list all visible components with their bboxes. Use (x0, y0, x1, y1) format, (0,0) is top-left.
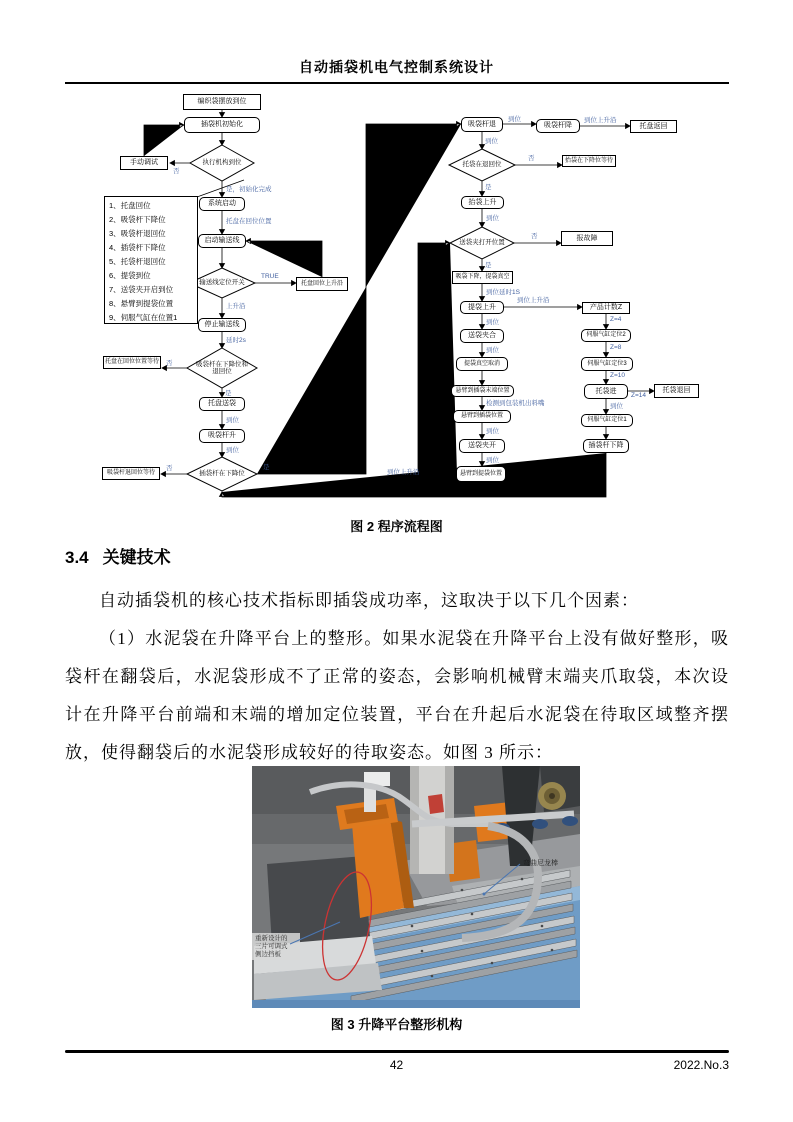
edge-label-no: 否 (531, 233, 538, 240)
edge-label-yes: 是 (225, 390, 232, 397)
edge-label-arrive: 到位 (226, 447, 239, 454)
edge-label-z10: Z=10 (610, 372, 625, 379)
issue-label: 2022.No.3 (673, 1058, 729, 1072)
edge-label-yes: 是 (263, 464, 270, 471)
section-title: 关键技术 (102, 548, 171, 567)
flow-node-tray-wait: 托盘在回位位置等待 (103, 356, 161, 369)
paragraph-factor1: （1）水泥袋在升降平台上的整形。如果水泥袋在升降平台上没有做好整形，吸袋杆在翻袋后，水泥袋形成不了正常的姿态，会影响机械臂末端夹爪取袋，本次设计在升降平台前端和末端的增加定位装置，平台在升起后水泥袋在待取区域整齐摆放，使得翻袋后的水泥袋形成较好的待取姿态。如图 3 所示： (65, 629, 729, 762)
flow-node-suction-back: 吸袋杆退 (461, 117, 503, 132)
flow-node-conveyor-stop: 停止输送线 (198, 318, 246, 332)
flow-node-arm-end: 悬臂到插袋末端位置 (451, 385, 514, 397)
edge-label-yes: 是 (485, 262, 492, 269)
flow-node-servo3: 伺服气缸定位3 (581, 357, 633, 371)
page-header-title: 自动插袋机电气控制系统设计 (299, 61, 494, 76)
flow-node-clamp-open: 送袋夹开 (459, 439, 505, 453)
decision-label: 输送线定位开关 (199, 279, 245, 287)
edge-label-arrive-rise: 到位上升沿 (387, 469, 420, 476)
decision-label: 托袋在退回位 (462, 161, 502, 169)
section-number: 3.4 (65, 548, 89, 567)
edge-label-yes: 是 (485, 184, 492, 191)
flow-node-suction-vacuum: 吸袋下降，提袋真空 (452, 271, 513, 284)
edge-label-delay2s: 延时2s (226, 337, 246, 344)
list-item: 3、吸袋杆退回位 (109, 229, 166, 238)
edge-label-arrive-delay: 到位延时1S (486, 289, 520, 296)
decision-label-line1: 吸袋杆在下降位和 (196, 360, 248, 368)
flow-node-bag-ready: 编织袋摆放到位 (183, 94, 261, 110)
list-item: 2、吸袋杆下降位 (109, 215, 166, 224)
list-item: 6、提袋到位 (109, 271, 151, 280)
list-item: 5、托袋杆退回位 (109, 257, 166, 266)
edge-label-arrive: 到位 (610, 403, 623, 410)
annotation-baffle-line3: 侧边挡板 (255, 951, 281, 958)
gold-wheel (538, 782, 566, 810)
list-item: 7、送袋夹开启到位 (109, 285, 174, 294)
edge-label-arrive: 到位 (226, 417, 239, 424)
edge-label-arrive-rise: 到位上升沿 (584, 117, 617, 124)
edge-label-rise: 上升沿 (226, 303, 246, 310)
edge-label-z14: Z=14 (631, 392, 646, 399)
flow-node-product-count: 产品计数Z (582, 302, 630, 314)
section-heading (65, 543, 171, 568)
flow-node-suction-up: 吸袋杆升 (199, 429, 245, 443)
flow-node-fault: 报故障 (561, 231, 613, 246)
paragraph-intro: 自动插袋机的核心技术指标即插袋成功率，这取决于以下几个因素： (99, 591, 639, 610)
left-fixture-block (267, 856, 370, 946)
header-rule (65, 82, 729, 84)
footer-rule (65, 1050, 729, 1053)
figure3-photo (252, 766, 580, 1008)
edge-label-no: 否 (166, 360, 173, 367)
edge-label-arrive: 到位 (485, 138, 498, 145)
edge-label-arrive: 到位 (486, 457, 499, 464)
flow-node-suction-down: 吸袋杆降 (536, 119, 580, 133)
flow-node-tray-home-edge: 托盘回位上升沿 (296, 277, 348, 291)
edge-label-arrive: 到位 (486, 428, 499, 435)
flow-node-sys-start: 系统启动 (199, 197, 245, 211)
flow-node-tray-return: 托盘返回 (630, 120, 677, 133)
flow-node-init: 插袋机初始化 (184, 117, 260, 133)
flow-node-support-back: 托袋退回 (654, 384, 699, 398)
edge-label-arrive: 到位 (486, 215, 499, 222)
flow-node-servo1: 伺服气缸定位1 (581, 414, 633, 427)
flow-node-arm-lift: 悬臂到提袋位置 (456, 466, 506, 482)
edge-label-arrive: 到位 (508, 116, 521, 123)
flow-node-lift-wait: 抬袋在下降位等待 (562, 155, 616, 167)
decision-label: 执行机构到位 (202, 159, 242, 167)
annotation-nylon-rod: 弯曲尼龙棒 (523, 860, 558, 867)
edge-label-yes-init: 是，初始化完成 (226, 186, 272, 193)
flow-legend-list (104, 196, 198, 324)
edge-label-arrive: 到位 (486, 347, 499, 354)
flow-node-servo2: 伺服气缸定位2 (581, 329, 631, 342)
figure3-caption: 图 3 升降平台整形机构 (330, 1017, 463, 1032)
flow-node-arm-insert: 悬臂到插袋位置 (453, 410, 511, 423)
edge-label-no: 否 (173, 168, 180, 175)
edge-label-arrive-rise: 到位上升沿 (517, 297, 550, 304)
flow-node-conveyor-start: 启动输送线 (198, 234, 246, 248)
flow-node-tray-feed: 托盘送袋 (199, 397, 245, 411)
list-item: 4、插袋杆下降位 (109, 243, 166, 252)
decision-label: 送袋夹打开位置 (459, 239, 505, 247)
flow-node-vacuum-cancel: 提袋真空取消 (456, 357, 508, 371)
edge-label-no: 否 (528, 155, 535, 162)
annotation-baffle-line1: 重新设计的 (255, 935, 288, 942)
edge-label-z4: Z=4 (610, 316, 622, 323)
flow-node-insert-down: 插袋杆下降 (583, 439, 629, 453)
decision-label-line2: 退回位 (212, 368, 232, 375)
edge-label-tray-home: 托盘在回位位置 (226, 218, 272, 225)
edge-label-z8: Z=8 (610, 344, 622, 351)
list-item: 8、悬臂到提袋位置 (109, 299, 174, 308)
edge-label-true: TRUE (261, 273, 279, 280)
edge-label-arrive: 到位 (486, 319, 499, 326)
list-item: 1、托盘回位 (109, 201, 151, 210)
flow-node-lift-up: 抬袋上升 (461, 196, 504, 209)
blue-lip (252, 1000, 580, 1008)
edge-label-detect: 检测到包装机出料嘴 (486, 400, 545, 407)
flow-node-clamp-close: 送袋夹合 (460, 329, 504, 343)
figure2-caption: 图 2 程序流程图 (350, 519, 443, 534)
decision-label: 插袋杆在下降位 (199, 470, 245, 478)
flow-node-suction-wait: 吸袋杆退回位等待 (102, 467, 160, 480)
flow-node-manual-debug: 手动调试 (120, 156, 168, 170)
decision-label (182, 358, 262, 378)
leader-dot (483, 893, 486, 896)
page-number: 42 (389, 1058, 404, 1072)
flow-node-support-in: 托袋进 (584, 384, 628, 399)
list-item: 9、伺服气缸在位置1 (109, 313, 178, 322)
flow-node-bag-up: 提袋上升 (460, 301, 504, 314)
figure2-flowchart (65, 88, 740, 508)
annotation-baffle-line2: 三片可调式 (255, 943, 288, 950)
edge-label-no: 否 (166, 465, 173, 472)
